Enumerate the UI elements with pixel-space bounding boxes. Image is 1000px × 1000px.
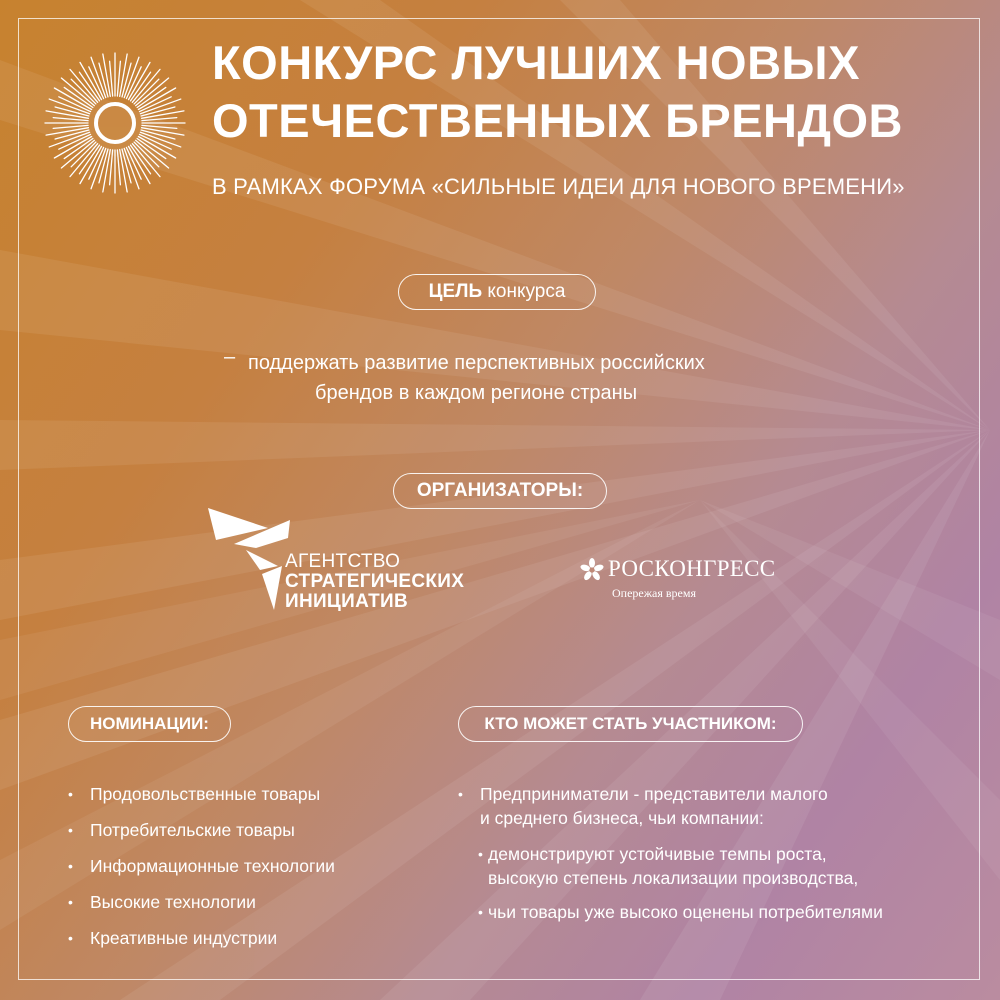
asi-logo-text — [285, 552, 464, 612]
bullet-mark: • — [458, 786, 463, 802]
participants-label: КТО МОЖЕТ СТАТЬ УЧАСТНИКОМ: — [458, 706, 803, 742]
title-line-1: КОНКУРС ЛУЧШИХ НОВЫХ — [212, 36, 860, 89]
subtitle: В РАМКАХ ФОРУМА «СИЛЬНЫЕ ИДЕИ ДЛЯ НОВОГО ВРЕМЕНИ» — [212, 174, 905, 199]
criterion-1-line-1: демонстрируют устойчивые темпы роста, — [488, 844, 827, 864]
list-item-label: Высокие технологии — [90, 892, 256, 912]
page-title — [212, 34, 972, 150]
asi-line-2: СТРАТЕГИЧЕСКИХ — [285, 571, 465, 592]
list-item — [68, 818, 335, 842]
asi-line-3: ИНИЦИАТИВ — [285, 591, 409, 612]
bullet-mark: • — [68, 786, 73, 802]
participant-main-line-1: Предприниматели - представители малого — [480, 784, 828, 804]
dash-mark: – — [224, 346, 236, 368]
bullet-mark: • — [68, 858, 73, 874]
criterion-2: чьи товары уже высоко оценены потребителями — [488, 902, 883, 922]
list-item — [68, 890, 335, 914]
roscongress-name: РОСКОНГРЕСС — [608, 556, 776, 581]
goal-label-bold: ЦЕЛЬ — [428, 281, 483, 302]
goal-label-rest: конкурса — [482, 281, 566, 302]
goal-label — [398, 274, 596, 310]
title-line-2: ОТЕЧЕСТВЕННЫХ БРЕНДОВ — [212, 94, 903, 147]
goal-text — [222, 348, 802, 408]
list-item-label: Креативные индустрии — [90, 928, 278, 948]
goal-line-1: поддержать развитие перспективных российских — [248, 352, 705, 374]
list-item — [68, 926, 335, 950]
bullet-mark: • — [478, 904, 483, 920]
list-item — [68, 854, 335, 878]
participants-list — [458, 782, 978, 924]
bullet-mark: • — [478, 846, 483, 862]
nominations-list — [68, 782, 335, 962]
criterion-1-line-2: высокую степень локализации производства, — [488, 868, 859, 888]
organizers-label: ОРГАНИЗАТОРЫ: — [393, 473, 607, 509]
participant-main-line-2: и среднего бизнеса, чьи компании: — [480, 808, 764, 828]
list-item-label: Потребительские товары — [90, 820, 295, 840]
asi-line-1: АГЕНТСТВО — [285, 551, 401, 572]
goal-line-2: брендов в каждом регионе страны — [315, 382, 638, 404]
roscongress-tagline: Опережая время — [612, 586, 696, 600]
list-item-label: Информационные технологии — [90, 856, 335, 876]
bullet-mark: • — [68, 930, 73, 946]
bullet-mark: • — [68, 822, 73, 838]
list-item — [68, 782, 335, 806]
bullet-mark: • — [68, 894, 73, 910]
sunburst-icon — [40, 48, 190, 198]
list-item-label: Продовольственные товары — [90, 784, 321, 804]
roscongress-flower-icon — [580, 558, 604, 582]
participant-criterion — [458, 842, 978, 890]
participant-main — [458, 782, 978, 830]
participant-criterion — [458, 900, 978, 924]
nominations-label: НОМИНАЦИИ: — [68, 706, 231, 742]
